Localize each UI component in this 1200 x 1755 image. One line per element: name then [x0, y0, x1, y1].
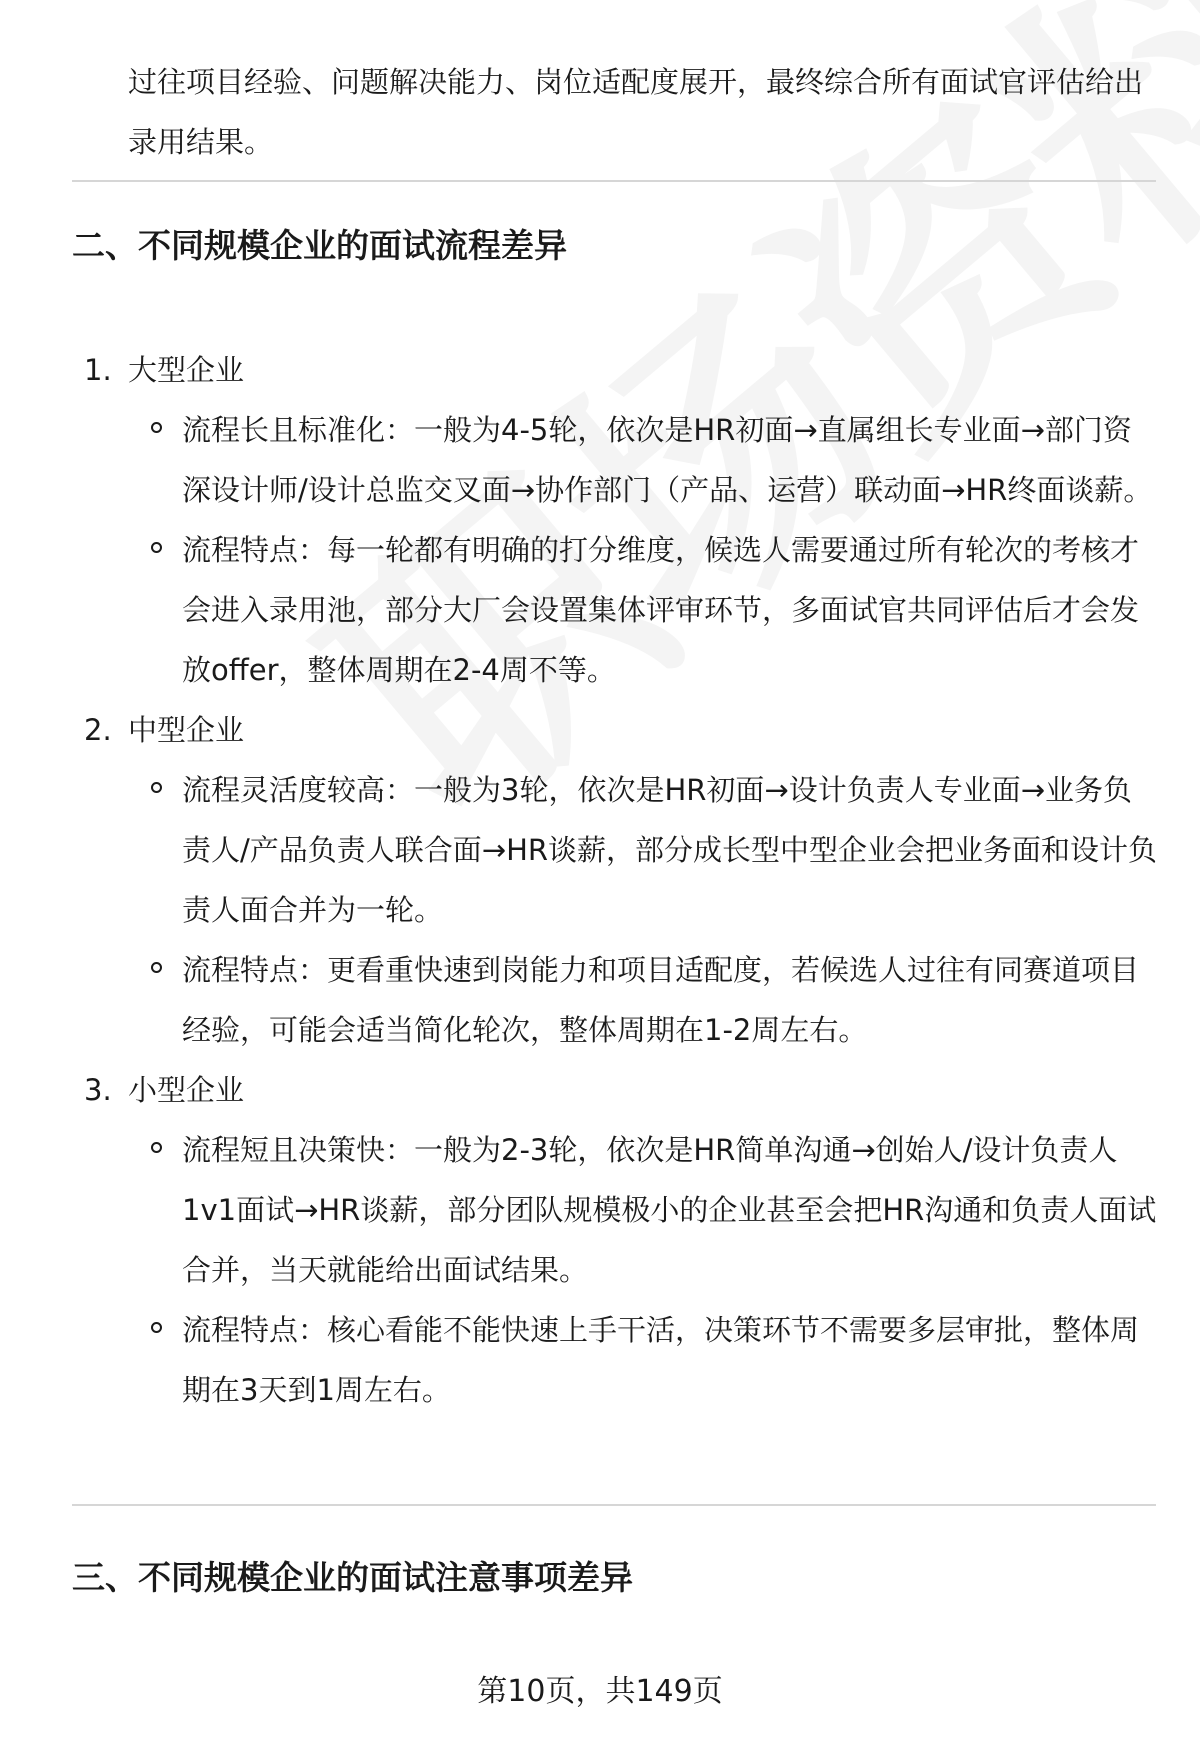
intro-paragraph: 过往项目经验、问题解决能力、岗位适配度展开，最终综合所有面试官评估给出录用结果。: [128, 65, 1144, 159]
sub-item-text: 流程特点：更看重快速到岗能力和项目适配度，若候选人过往有同赛道项目经验，可能会适当简化轮次，整体周期在1-2周左右。: [182, 953, 1140, 1047]
sub-item-text: 流程长且标准化：一般为4-5轮，依次是HR初面→直属组长专业面→部门资深设计师/设计总监交叉面→协作部门（产品、运营）联动面→HR终面谈薪。: [182, 413, 1153, 507]
sub-list-item: [0, 1300, 1200, 1420]
list-item: [0, 340, 1200, 700]
sub-list-item: [0, 520, 1200, 700]
list-item-title: 大型企业: [128, 353, 245, 387]
circle-bullet-icon: [151, 782, 162, 793]
sub-list: [0, 1120, 1200, 1420]
circle-bullet-icon: [151, 542, 162, 553]
list-number: 3.: [84, 1073, 112, 1107]
section-divider: [72, 180, 1156, 182]
list-item-title: 中型企业: [128, 713, 245, 747]
circle-bullet-icon: [151, 422, 162, 433]
circle-bullet-icon: [151, 1142, 162, 1153]
company-size-list: [0, 340, 1200, 1420]
list-item: [0, 1060, 1200, 1420]
list-item-title: 小型企业: [128, 1073, 245, 1107]
sub-list-item: [0, 1120, 1200, 1300]
sub-list: [0, 400, 1200, 700]
list-number: 1.: [84, 353, 112, 387]
sub-item-text: 流程灵活度较高：一般为3轮，依次是HR初面→设计负责人专业面→业务负责人/产品负责人联合面→HR谈薪，部分成长型中型企业会把业务面和设计负责人面合并为一轮。: [182, 773, 1158, 927]
sub-item-text: 流程短且决策快：一般为2-3轮，依次是HR简单沟通→创始人/设计负责人1v1面试→HR谈薪，部分团队规模极小的企业甚至会把HR沟通和负责人面试合并，当天就能给出面试结果。: [182, 1133, 1157, 1287]
sub-list-item: [0, 760, 1200, 940]
page-number: 第10页，共149页: [477, 1674, 723, 1709]
section-heading: 二、不同规模企业的面试流程差异: [72, 226, 567, 265]
circle-bullet-icon: [151, 962, 162, 973]
sub-list: [0, 760, 1200, 1060]
sub-item-text: 流程特点：每一轮都有明确的打分维度，候选人需要通过所有轮次的考核才会进入录用池，部分大厂会设置集体评审环节，多面试官共同评估后才会发放offer，整体周期在2-4周不等。: [182, 533, 1140, 687]
sub-item-text: 流程特点：核心看能不能快速上手干活，决策环节不需要多层审批，整体周期在3天到1周左右。: [182, 1313, 1140, 1407]
section-heading: 三、不同规模企业的面试注意事项差异: [72, 1558, 633, 1597]
section-divider: [72, 1504, 1156, 1506]
circle-bullet-icon: [151, 1322, 162, 1333]
list-number: 2.: [84, 713, 112, 747]
list-item: [0, 700, 1200, 1060]
sub-list-item: [0, 400, 1200, 520]
sub-list-item: [0, 940, 1200, 1060]
